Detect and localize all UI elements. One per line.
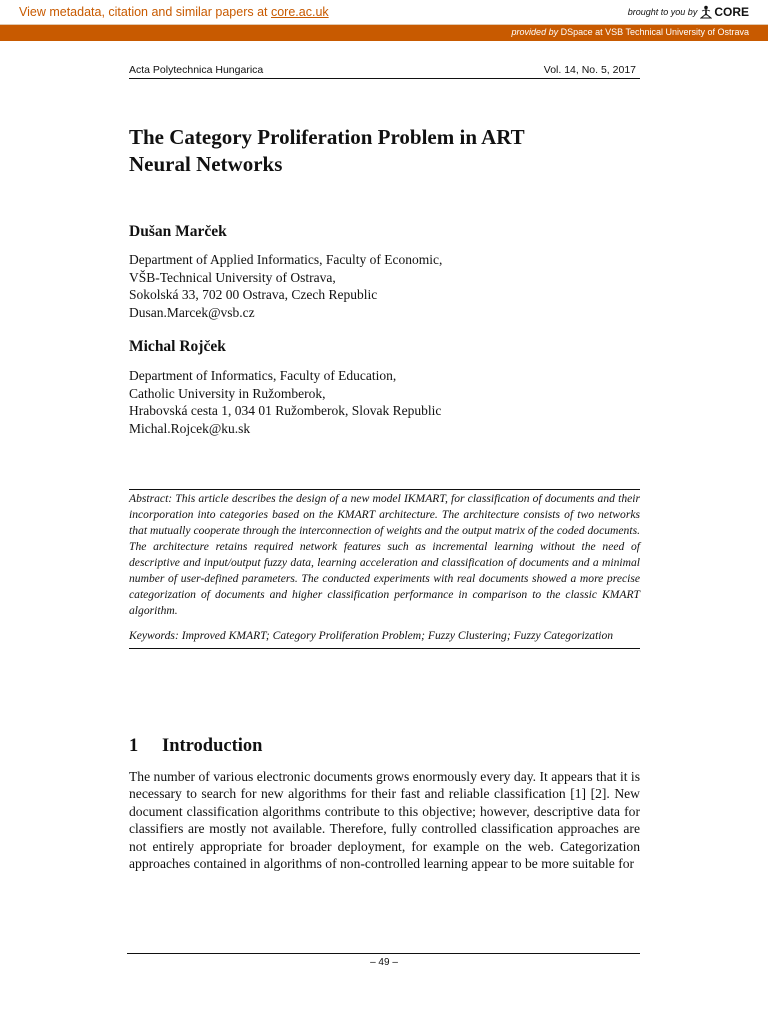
core-brand-name: CORE	[714, 5, 749, 19]
core-provider-bar	[0, 25, 768, 41]
author-name-2: Michal Rojček	[129, 338, 226, 355]
abstract-text: Abstract: This article describes the design of a new model IKMART, for classification of documents and their incorporation into categories based on the KMART architecture. The architecture consists of two networks that mutually cooperate through the interconnection of weights and the output matrix of the coded documents. The architecture retains required network features such as incremental learning without the need of descriptive and input/output fuzzy data, learning acceleration and classification of documents and a minimal number of user-defined parameters. The conducted experiments with real documents showed a more precise categorization of documents and higher classification performance in comparison to the classic KMART algorithm.	[129, 492, 640, 617]
affiliation-line: Sokolská 33, 702 00 Ostrava, Czech Republic	[129, 287, 378, 302]
title-line-1: The Category Proliferation Problem in ART	[129, 125, 525, 149]
core-url-link[interactable]: core.ac.uk	[270, 5, 329, 19]
provider-name: DSpace at VSB Technical University of Ostrava	[558, 27, 749, 37]
running-header	[129, 64, 640, 79]
core-logo-icon	[700, 5, 712, 19]
page-number: – 49 –	[370, 957, 398, 968]
brought-by-text: brought to you by	[627, 7, 698, 17]
section-heading	[129, 736, 262, 757]
provider-text	[512, 27, 749, 37]
author-name-1: Dušan Marček	[129, 223, 227, 240]
core-banner	[0, 0, 768, 25]
core-metadata-link[interactable]	[19, 5, 329, 19]
title-line-2: Neural Networks	[129, 152, 283, 176]
affiliation-line: Hrabovská cesta 1, 034 01 Ružomberok, Slovak Republic	[129, 403, 442, 418]
author-email-2[interactable]: Michal.Rojcek@ku.sk	[129, 420, 251, 436]
affiliation-line: Catholic University in Ružomberok,	[129, 385, 326, 401]
core-link-prefix: View metadata, citation and similar papers at	[19, 5, 271, 19]
journal-volume: Vol. 14, No. 5, 2017	[543, 64, 636, 76]
author-affiliation-1	[129, 251, 640, 321]
affiliation-line: VŠB-Technical University of Ostrava,	[129, 269, 336, 285]
section-number: 1	[129, 736, 139, 756]
keywords-text: Keywords: Improved KMART; Category Proliferation Problem; Fuzzy Clustering; Fuzzy Categorization	[129, 629, 614, 642]
affiliation-line: Department of Applied Informatics, Faculty of Economic,	[129, 252, 443, 267]
affiliation-line: Department of Informatics, Faculty of Education,	[129, 368, 397, 383]
footer-rule	[127, 953, 640, 954]
journal-name: Acta Polytechnica Hungarica	[129, 64, 264, 76]
provided-by-label: provided by	[511, 27, 559, 37]
section-title: Introduction	[162, 736, 263, 756]
abstract-box	[129, 489, 640, 649]
paper-title	[129, 124, 640, 178]
intro-paragraph: The number of various electronic documents grows enormously every day. It appears that it is necessary to search for new algorithms for their fast and reliable classification [1] [2]. New document classification algorithms contribute to this objective; however, descriptive data for classifiers are mostly not available. Therefore, fully controlled classification approaches are not entirely appropriate for broader deployment, for example on the web. Categorization approaches contained in algorithms of non-controlled learning appear to be more suitable for	[129, 769, 640, 872]
author-email-1[interactable]: Dusan.Marcek@vsb.cz	[129, 304, 255, 320]
author-affiliation-2	[129, 367, 640, 437]
core-brand[interactable]	[628, 5, 749, 19]
